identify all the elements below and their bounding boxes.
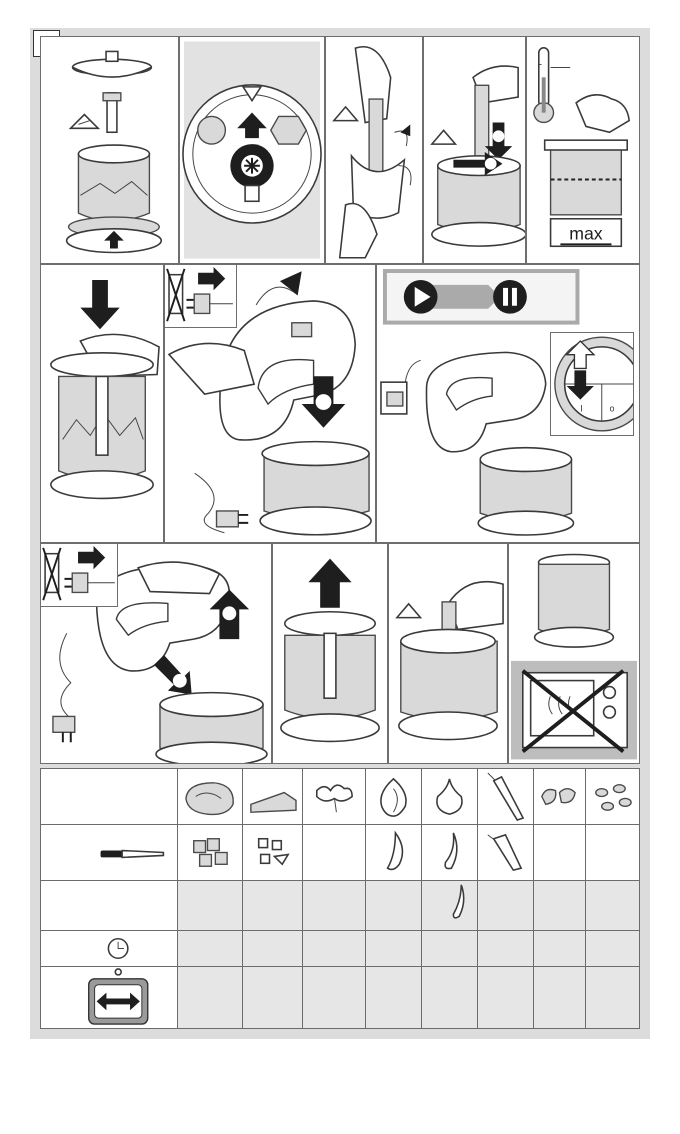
unplug-icon xyxy=(43,548,60,600)
arrow-up-icon xyxy=(308,559,351,608)
max-label: max xyxy=(569,223,603,244)
cubes-icon xyxy=(194,841,206,853)
chopper-lid xyxy=(51,353,153,377)
prep-nuts xyxy=(534,825,586,881)
arrow-down-right-icon xyxy=(154,655,192,695)
food-meat xyxy=(177,769,242,825)
play-icon xyxy=(404,280,438,314)
table-row xyxy=(41,825,640,881)
speed-mark-1: I xyxy=(580,403,583,414)
panel-remove-lid xyxy=(272,543,388,764)
unplugged-inset xyxy=(164,264,237,328)
speed-switch-icon xyxy=(292,323,312,337)
arrow-down-icon xyxy=(80,280,119,329)
panel-insert-blade xyxy=(423,36,526,264)
plug-icon xyxy=(53,716,75,742)
prep-carrot xyxy=(478,825,534,881)
header-cell-empty xyxy=(41,769,178,825)
chopper-lid xyxy=(285,612,375,636)
row3-label-cell xyxy=(41,881,178,931)
clock-cell xyxy=(41,931,178,967)
panel-fill-max xyxy=(526,36,640,264)
motor-unit xyxy=(426,352,545,451)
pause-icon xyxy=(493,280,527,314)
garlic-icon xyxy=(437,779,462,814)
chopper-bowl xyxy=(539,564,610,636)
prep-almonds xyxy=(586,825,640,881)
warning-hand-icon xyxy=(397,604,421,618)
carrot-icon xyxy=(494,777,523,820)
speed-control-icon xyxy=(89,969,148,1024)
arrow-curve-icon xyxy=(280,271,302,295)
warning-hand-icon xyxy=(71,115,99,129)
clock-icon xyxy=(108,939,127,958)
warning-hand-icon xyxy=(432,130,456,144)
row3-garlic xyxy=(422,881,478,931)
speed-mark-2: o xyxy=(609,403,615,414)
thermometer-icon xyxy=(534,48,554,123)
plug-icon xyxy=(64,573,114,592)
anti-slip-base xyxy=(51,471,153,499)
thermometer-mark: - xyxy=(538,59,543,71)
food-parsley xyxy=(302,769,366,825)
speed-control-cell xyxy=(41,967,178,1029)
food-onion xyxy=(366,769,422,825)
hand-with-food xyxy=(576,95,629,132)
onion-slice-icon xyxy=(388,833,403,870)
hand xyxy=(138,562,219,593)
food-almonds xyxy=(586,769,640,825)
panel-remove-blade xyxy=(325,36,423,264)
arrow-right-icon xyxy=(78,546,105,569)
table-row xyxy=(41,881,640,931)
carrot-piece-icon xyxy=(494,835,521,870)
panel-no-microwave xyxy=(508,543,640,764)
panel-assemble-chopper xyxy=(40,36,179,264)
knife-icon xyxy=(101,851,164,858)
onion-icon xyxy=(381,779,406,816)
food-cheese xyxy=(242,769,302,825)
food-nuts xyxy=(534,769,586,825)
prep-cheese xyxy=(242,825,302,881)
plug-icon xyxy=(186,294,233,313)
processing-table xyxy=(40,768,640,1029)
chopper-bowl xyxy=(551,148,622,215)
food-garlic xyxy=(422,769,478,825)
panel-blade-top-view xyxy=(179,36,325,264)
cheese-icon xyxy=(251,793,296,813)
knife-cell xyxy=(41,825,178,881)
table-row xyxy=(41,769,640,825)
unplug-icon xyxy=(167,269,184,321)
warning-hand-icon xyxy=(334,107,358,121)
cheese-pieces-icon xyxy=(258,839,267,848)
panel-take-out-blade xyxy=(388,543,508,764)
garlic-clove-icon xyxy=(454,885,464,918)
arrow-right-icon xyxy=(198,267,225,290)
food-carrot xyxy=(478,769,534,825)
table-row xyxy=(41,931,640,967)
panel-press-lid xyxy=(40,264,164,543)
unplugged-inset-2 xyxy=(40,543,118,607)
anti-slip-base xyxy=(281,714,379,742)
table-row xyxy=(41,967,640,1029)
prep-meat xyxy=(177,825,242,881)
almond-icon xyxy=(596,789,608,797)
garlic-clove-icon xyxy=(445,833,457,869)
hand xyxy=(169,343,254,394)
meat-icon xyxy=(186,783,233,815)
prep-onion xyxy=(366,825,422,881)
prep-parsley xyxy=(302,825,366,881)
prep-garlic xyxy=(422,825,478,881)
plug-icon xyxy=(217,511,249,527)
nut-icon xyxy=(542,790,556,805)
arrow-curve-icon xyxy=(400,125,410,137)
wall-socket-icon xyxy=(381,382,407,414)
speed-switch-inset xyxy=(550,332,634,436)
